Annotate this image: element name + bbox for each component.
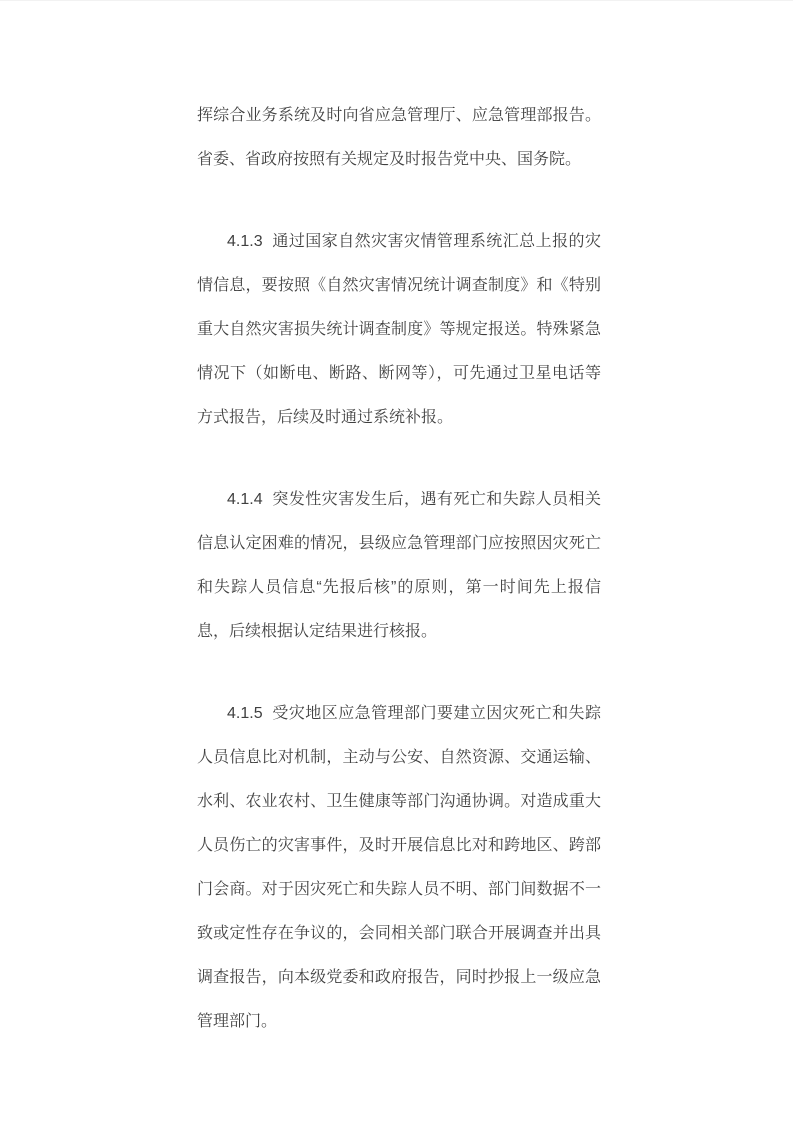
text-line: 管理部门。	[197, 1013, 278, 1030]
text-line: 门会商。对于因灾死亡和失踪人员不明、部门间数据不一	[197, 881, 601, 898]
text-line: 重大自然灾害损失统计调查制度》等规定报送。特殊紧急	[197, 321, 601, 338]
text-line: 人员信息比对机制，主动与公安、自然资源、交通运输、	[197, 749, 601, 766]
paragraph-4.1.3	[197, 220, 601, 440]
text-line: 信息认定困难的情况，县级应急管理部门应按照因灾死亡	[197, 535, 601, 552]
text-line: 水利、农业农村、卫生健康等部门沟通协调。对造成重大	[197, 793, 601, 810]
text-line: 省委、省政府按照有关规定及时报告党中央、国务院。	[197, 151, 582, 168]
text-line: 和失踪人员信息“先报后核”的原则，第一时间先上报信	[197, 579, 601, 596]
text-line: 人员伤亡的灾害事件，及时开展信息比对和跨地区、跨部	[197, 837, 601, 854]
paragraph-4.1.5	[197, 692, 601, 1044]
text-line: 情况下（如断电、断路、断网等），可先通过卫星电话等	[197, 365, 601, 382]
text-line: 4.1.4 突发性灾害发生后，遇有死亡和失踪人员相关	[227, 491, 601, 508]
text-line: 调查报告，向本级党委和政府报告，同时抄报上一级应急	[197, 969, 601, 986]
text-line: 方式报告，后续及时通过系统补报。	[197, 409, 454, 426]
text-line: 4.1.5 受灾地区应急管理部门要建立因灾死亡和失踪	[227, 705, 601, 722]
text-line: 息，后续根据认定结果进行核报。	[197, 623, 438, 640]
text-line: 4.1.3 通过国家自然灾害灾情管理系统汇总上报的灾	[227, 233, 601, 250]
document-body	[197, 94, 601, 1044]
paragraph-continuation	[197, 94, 601, 182]
paragraph-4.1.4	[197, 478, 601, 654]
text-line: 情信息，要按照《自然灾害情况统计调查制度》和《特别	[197, 277, 601, 294]
text-line: 致或定性存在争议的，会同相关部门联合开展调查并出具	[197, 925, 601, 942]
text-line: 挥综合业务系统及时向省应急管理厅、应急管理部报告。	[197, 107, 601, 124]
